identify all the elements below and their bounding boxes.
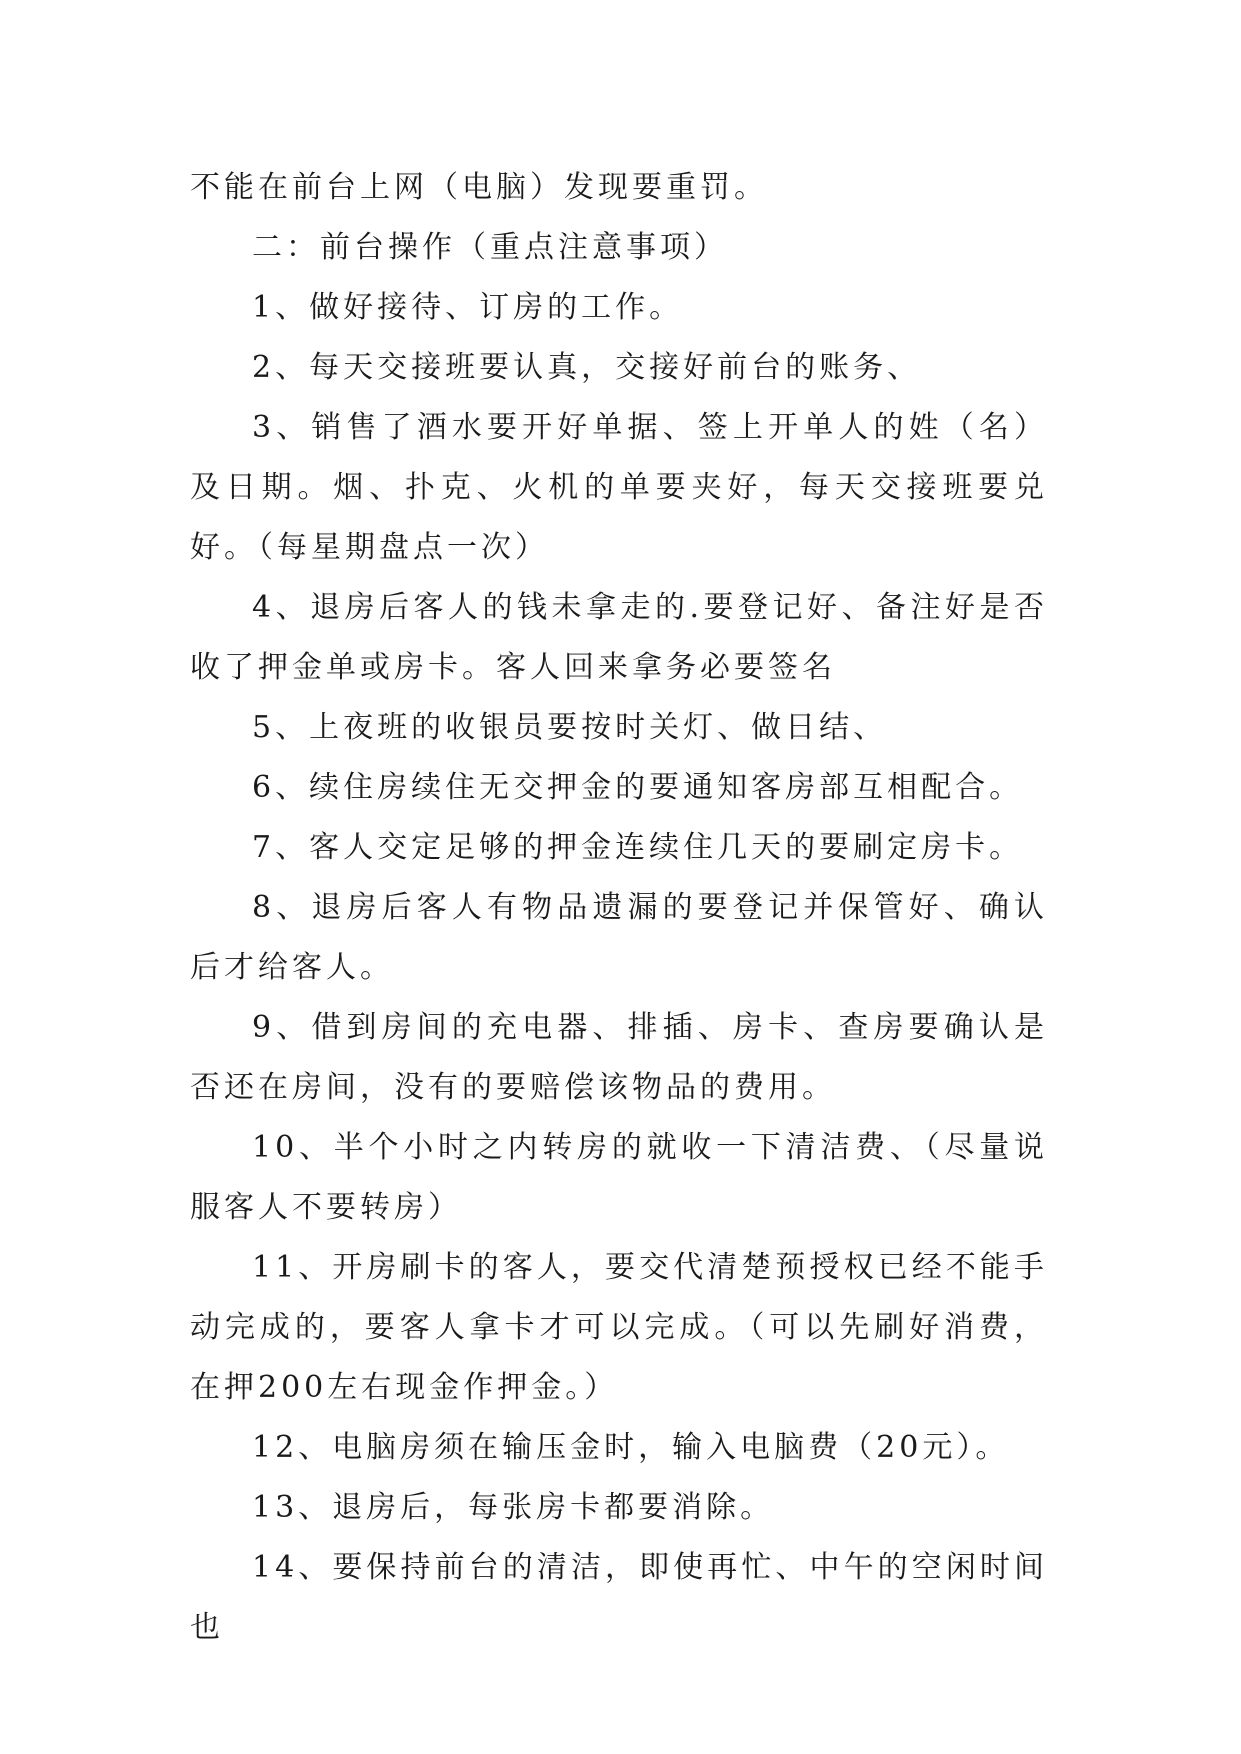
list-item: 14、要保持前台的清洁，即使再忙、中午的空闲时间也	[190, 1550, 1048, 1645]
list-item: 9、借到房间的充电器、排插、房卡、查房要确认是否还在房间，没有的要赔偿该物品的费用。	[190, 1010, 1048, 1105]
list-item: 6、续住房续住无交押金的要通知客房部互相配合。	[252, 770, 1024, 805]
list-item: 10、半个小时之内转房的就收一下清洁费、（尽量说服客人不要转房）	[190, 1130, 1048, 1225]
list-item: 8、退房后客人有物品遗漏的要登记并保管好、确认后才给客人。	[190, 890, 1048, 985]
list-item: 13、退房后，每张房卡都要消除。	[252, 1490, 775, 1525]
paragraph-intro: 不能在前台上网（电脑）发现要重罚。	[190, 170, 768, 205]
list-item: 5、上夜班的收银员要按时关灯、做日结、	[252, 710, 888, 745]
list-item: 12、电脑房须在输压金时，输入电脑费（20元）。	[252, 1430, 1010, 1465]
section-heading: 二：前台操作（重点注意事项）	[252, 230, 728, 265]
list-item: 11、开房刷卡的客人，要交代清楚预授权已经不能手动完成的，要客人拿卡才可以完成。（可以先刷好消费，在押200左右现金作押金。）	[190, 1250, 1048, 1405]
list-item: 7、客人交定足够的押金连续住几天的要刷定房卡。	[252, 830, 1024, 865]
document-body	[190, 158, 1048, 1658]
list-item: 1、做好接待、订房的工作。	[252, 290, 684, 325]
list-item: 4、退房后客人的钱未拿走的.要登记好、备注好是否收了押金单或房卡。客人回来拿务必要签名	[190, 590, 1048, 685]
list-item: 3、销售了酒水要开好单据、签上开单人的姓（名）及日期。烟、扑克、火机的单要夹好，每天交接班要兑好。（每星期盘点一次）	[190, 410, 1048, 565]
list-item: 2、每天交接班要认真，交接好前台的账务、	[252, 350, 922, 385]
